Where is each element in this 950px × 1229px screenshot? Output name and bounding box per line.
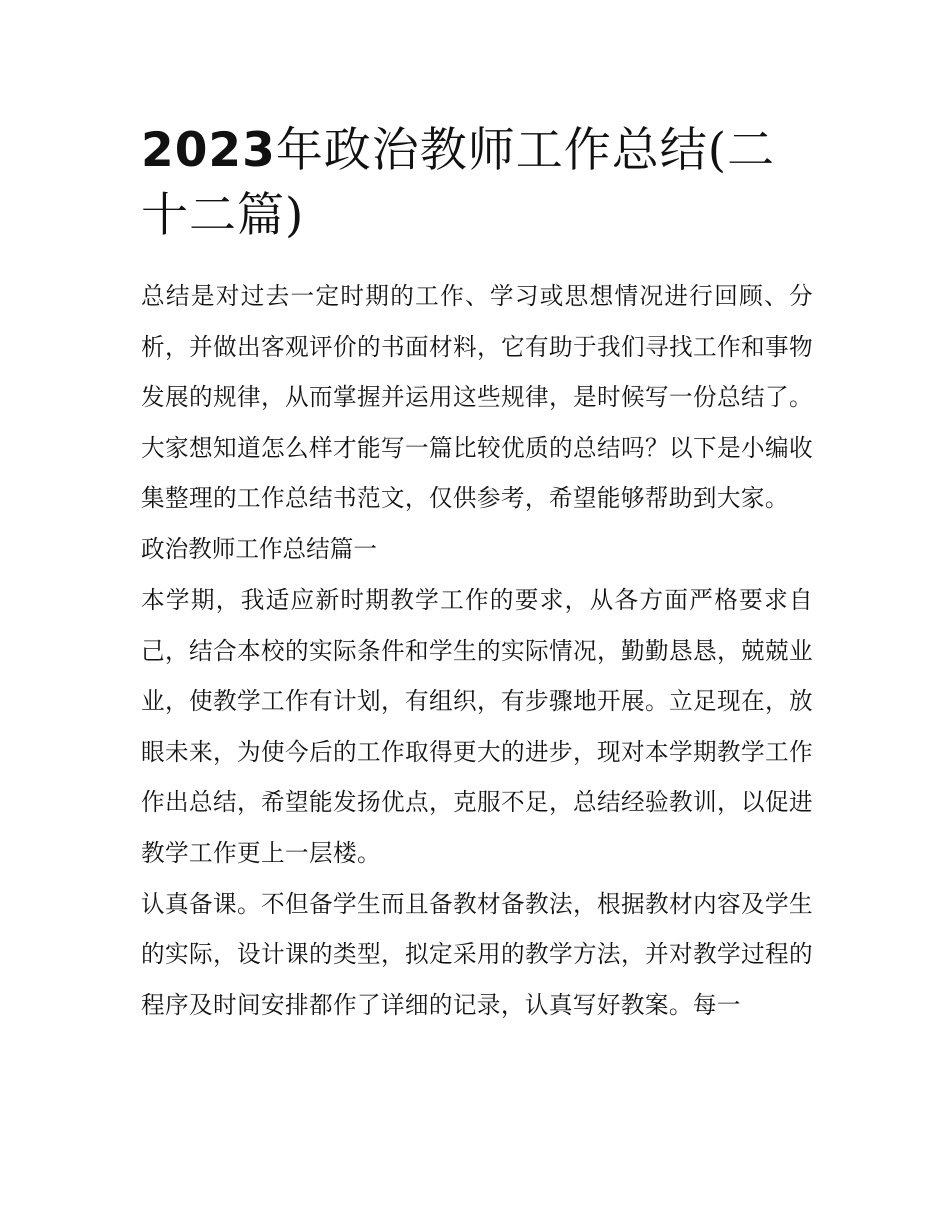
document-body: [141, 118, 813, 1030]
document-title: [141, 118, 813, 248]
body-paragraph-1: 本学期，我适应新时期教学工作的要求，从各方面严格要求自己，结合本校的实际条件和学生的实际情况，勤勤恳恳，兢兢业业，使教学工作有计划，有组织，有步骤地开展。立足现在，放眼未来，为使今后的工作取得更大的进步，现对本学期教学工作作出总结，希望能发扬优点，克服不足，总结经验教训，以促进教学工作更上一层楼。: [141, 585, 813, 867]
title-year: 2023: [141, 123, 276, 178]
intro-paragraph: 总结是对过去一定时期的工作、学习或思想情况进行回顾、分析，并做出客观评价的书面材料，它有助于我们寻找工作和事物发展的规律，从而掌握并运用这些规律，是时候写一份总结了。大家想知道怎么样才能写一篇比较优质的总结吗？以下是小编收集整理的工作总结书范文，仅供参考，希望能够帮助到大家。: [141, 282, 813, 513]
title-text: 年政治教师工作总结(二十二篇): [141, 123, 776, 243]
section-heading: 政治教师工作总结篇一: [141, 534, 377, 563]
body-paragraph-2: 认真备课。不但备学生而且备教材备教法，根据教材内容及学生的实际，设计课的类型，拟定采用的教学方法，并对教学过程的程序及时间安排都作了详细的记录，认真写好教案。每一: [141, 889, 813, 1019]
